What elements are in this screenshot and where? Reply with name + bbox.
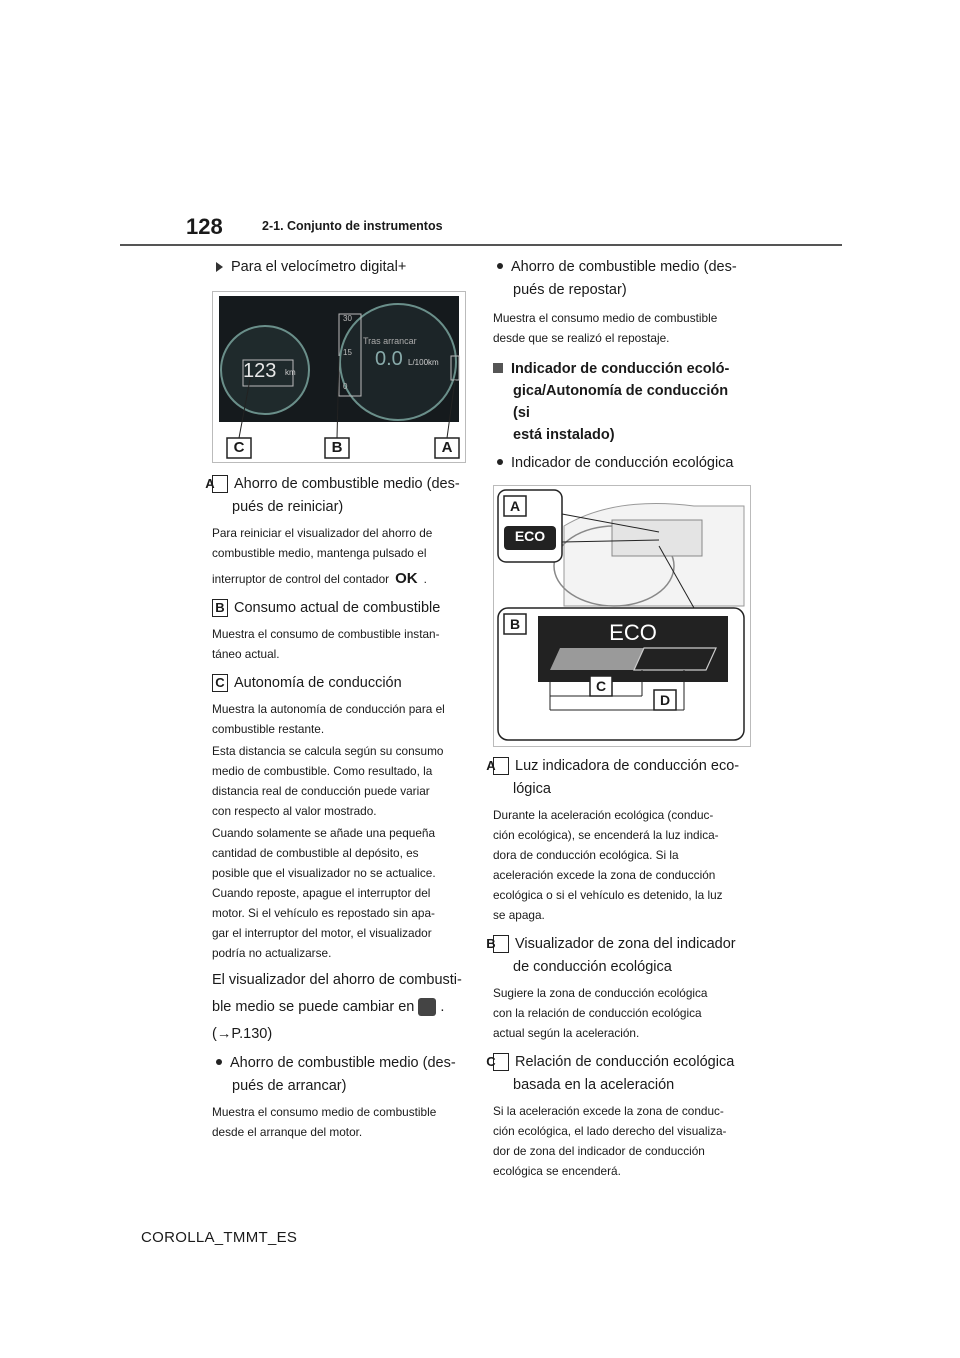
- r-item-a-text-5: ecológica o si el vehículo es detenido, la luz: [493, 888, 723, 902]
- gauge-range-value: 123: [243, 360, 277, 382]
- fig1-label-c: C: [233, 439, 245, 456]
- r-item-b-text-2: con la relación de conducción ecológica: [493, 1006, 702, 1020]
- eco-bullet: Indicador de conducción ecológica: [493, 452, 745, 475]
- item-c-text-4: medio de combustible. Como resultado, la: [212, 764, 433, 778]
- eco-display-text: ECO: [609, 620, 657, 645]
- r-item-c-text-3: dor de zona del indicador de conducción: [493, 1144, 705, 1158]
- eco-badge: ECO: [514, 528, 546, 544]
- item-a-text-3: interruptor de control del contador OK .: [212, 570, 427, 587]
- r-item-a-text-6: se apaga.: [493, 908, 545, 922]
- footer-doc-code: COROLLA_TMMT_ES: [141, 1229, 298, 1246]
- item-c-text-9: posible que el visualizador no se actualice.: [212, 866, 436, 880]
- triangle-icon: [216, 262, 223, 272]
- label-a: A: [212, 475, 228, 493]
- fig1-label-a: A: [441, 439, 453, 456]
- square-icon: [493, 363, 503, 373]
- section-title: 2-1. Conjunto de instrumentos: [262, 219, 443, 233]
- bullet-icon: [497, 263, 503, 269]
- header-rule: [120, 244, 842, 246]
- r-item-c-text-4: ecológica se encenderá.: [493, 1164, 621, 1178]
- item-c-text-10: Cuando reposte, apague el interruptor del: [212, 886, 431, 900]
- r-item-c-title: C Relación de conducción ecológica basada en la aceleración: [486, 1054, 735, 1093]
- item-c-text-2: combustible restante.: [212, 722, 325, 736]
- switch-text-1: El visualizador del ahorro de combusti-: [212, 972, 462, 988]
- refuel-text-2: desde que se realizó el repostaje.: [493, 331, 670, 345]
- label-a: A: [493, 757, 509, 775]
- item-c-title: C Autonomía de conducción: [212, 672, 464, 695]
- r-item-b-text-1: Sugiere la zona de conducción ecológica: [493, 986, 708, 1000]
- item-c-text-11: motor. Si el vehículo es repostado sin apa-: [212, 906, 435, 920]
- gauge-fuel-unit: L/100km: [408, 358, 439, 367]
- subheading-digital: Para el velocímetro digital+: [212, 256, 464, 279]
- scale-tick-0: 0: [343, 382, 348, 391]
- switch-text-2: ble medio se puede cambiar en .: [212, 999, 445, 1015]
- item-c-text-13: podría no actualizarse.: [212, 946, 332, 960]
- after-start-title: Ahorro de combustible medio (des- pués de arrancar): [212, 1052, 464, 1098]
- gauge-fuel-value: 0.0: [375, 348, 403, 370]
- fig2-label-c: C: [595, 678, 607, 694]
- switch-ref: (→P.130): [212, 1026, 273, 1042]
- r-item-c-text-1: Si la aceleración excede la zona de conduc-: [493, 1104, 724, 1118]
- scale-tick-30: 30: [343, 314, 352, 323]
- bullet-icon: [216, 1059, 222, 1065]
- item-c-text-7: Cuando solamente se añade una pequeña: [212, 826, 436, 840]
- ok-icon: OK: [395, 570, 418, 587]
- label-c: C: [212, 674, 228, 692]
- item-b-text-2: táneo actual.: [212, 647, 280, 661]
- fig2-label-a: A: [509, 498, 521, 514]
- label-c: C: [493, 1053, 509, 1071]
- item-a-text-1: Para reiniciar el visualizador del ahorro de: [212, 526, 433, 540]
- gauge-caption: Tras arrancar: [363, 336, 417, 346]
- item-b-title: B Consumo actual de combustible: [212, 597, 464, 620]
- r-item-a-text-4: aceleración excede la zona de conducción: [493, 868, 716, 882]
- item-a-text-2: combustible medio, mantenga pulsado el: [212, 546, 427, 560]
- r-item-a-text-3: dora de conducción ecológica. Si la: [493, 848, 679, 862]
- eco-illustration: [494, 486, 750, 746]
- label-b: B: [493, 935, 509, 953]
- bullet-icon: [497, 459, 503, 465]
- fig2-label-d: D: [659, 692, 671, 708]
- scale-tick-15: 15: [343, 348, 352, 357]
- page-number: 128: [186, 214, 223, 239]
- left-column: [205, 254, 464, 1142]
- item-b-text-1: Muestra el consumo de combustible instan-: [212, 627, 440, 641]
- fig1-label-b: B: [331, 439, 343, 456]
- r-item-a-title: A Luz indicadora de conducción eco- lógica: [486, 758, 740, 797]
- figure-cluster: [212, 291, 466, 463]
- item-c-text-3: Esta distancia se calcula según su consumo: [212, 744, 444, 758]
- item-c-text-5: distancia real de conducción puede variar: [212, 784, 430, 798]
- r-item-a-text-2: ción ecológica), se encenderá la luz indica-: [493, 828, 719, 842]
- after-start-text-1: Muestra el consumo medio de combustible: [212, 1105, 437, 1119]
- label-b: B: [212, 599, 228, 617]
- r-item-c-text-2: ción ecológica, el lado derecho del visualiza-: [493, 1124, 727, 1138]
- item-c-text-12: gar el interruptor del motor, el visualizador: [212, 926, 432, 940]
- item-c-text-8: cantidad de combustible al depósito, es: [212, 846, 419, 860]
- r-item-a-text-1: Durante la aceleración ecológica (conduc-: [493, 808, 714, 822]
- eco-heading: Indicador de conducción ecoló- gica/Autonomía de conducción (si está instalado): [493, 358, 745, 446]
- gear-icon: [418, 998, 436, 1016]
- r-item-b-text-3: actual según la aceleración.: [493, 1026, 640, 1040]
- figure-eco: [493, 485, 751, 747]
- refuel-title: Ahorro de combustible medio (des- pués de repostar): [493, 256, 745, 302]
- fig2-label-b: B: [509, 616, 521, 632]
- item-c-text-1: Muestra la autonomía de conducción para el: [212, 702, 445, 716]
- right-column: [486, 254, 745, 1181]
- item-c-text-6: con respecto al valor mostrado.: [212, 804, 377, 818]
- gauge-range-unit: km: [285, 368, 296, 377]
- refuel-text-1: Muestra el consumo medio de combustible: [493, 311, 718, 325]
- after-start-text-2: desde el arranque del motor.: [212, 1125, 363, 1139]
- r-item-b-title: B Visualizador de zona del indicador de conducción ecológica: [486, 936, 736, 975]
- item-a-title: A Ahorro de combustible medio (des- pués de reiniciar): [205, 476, 460, 515]
